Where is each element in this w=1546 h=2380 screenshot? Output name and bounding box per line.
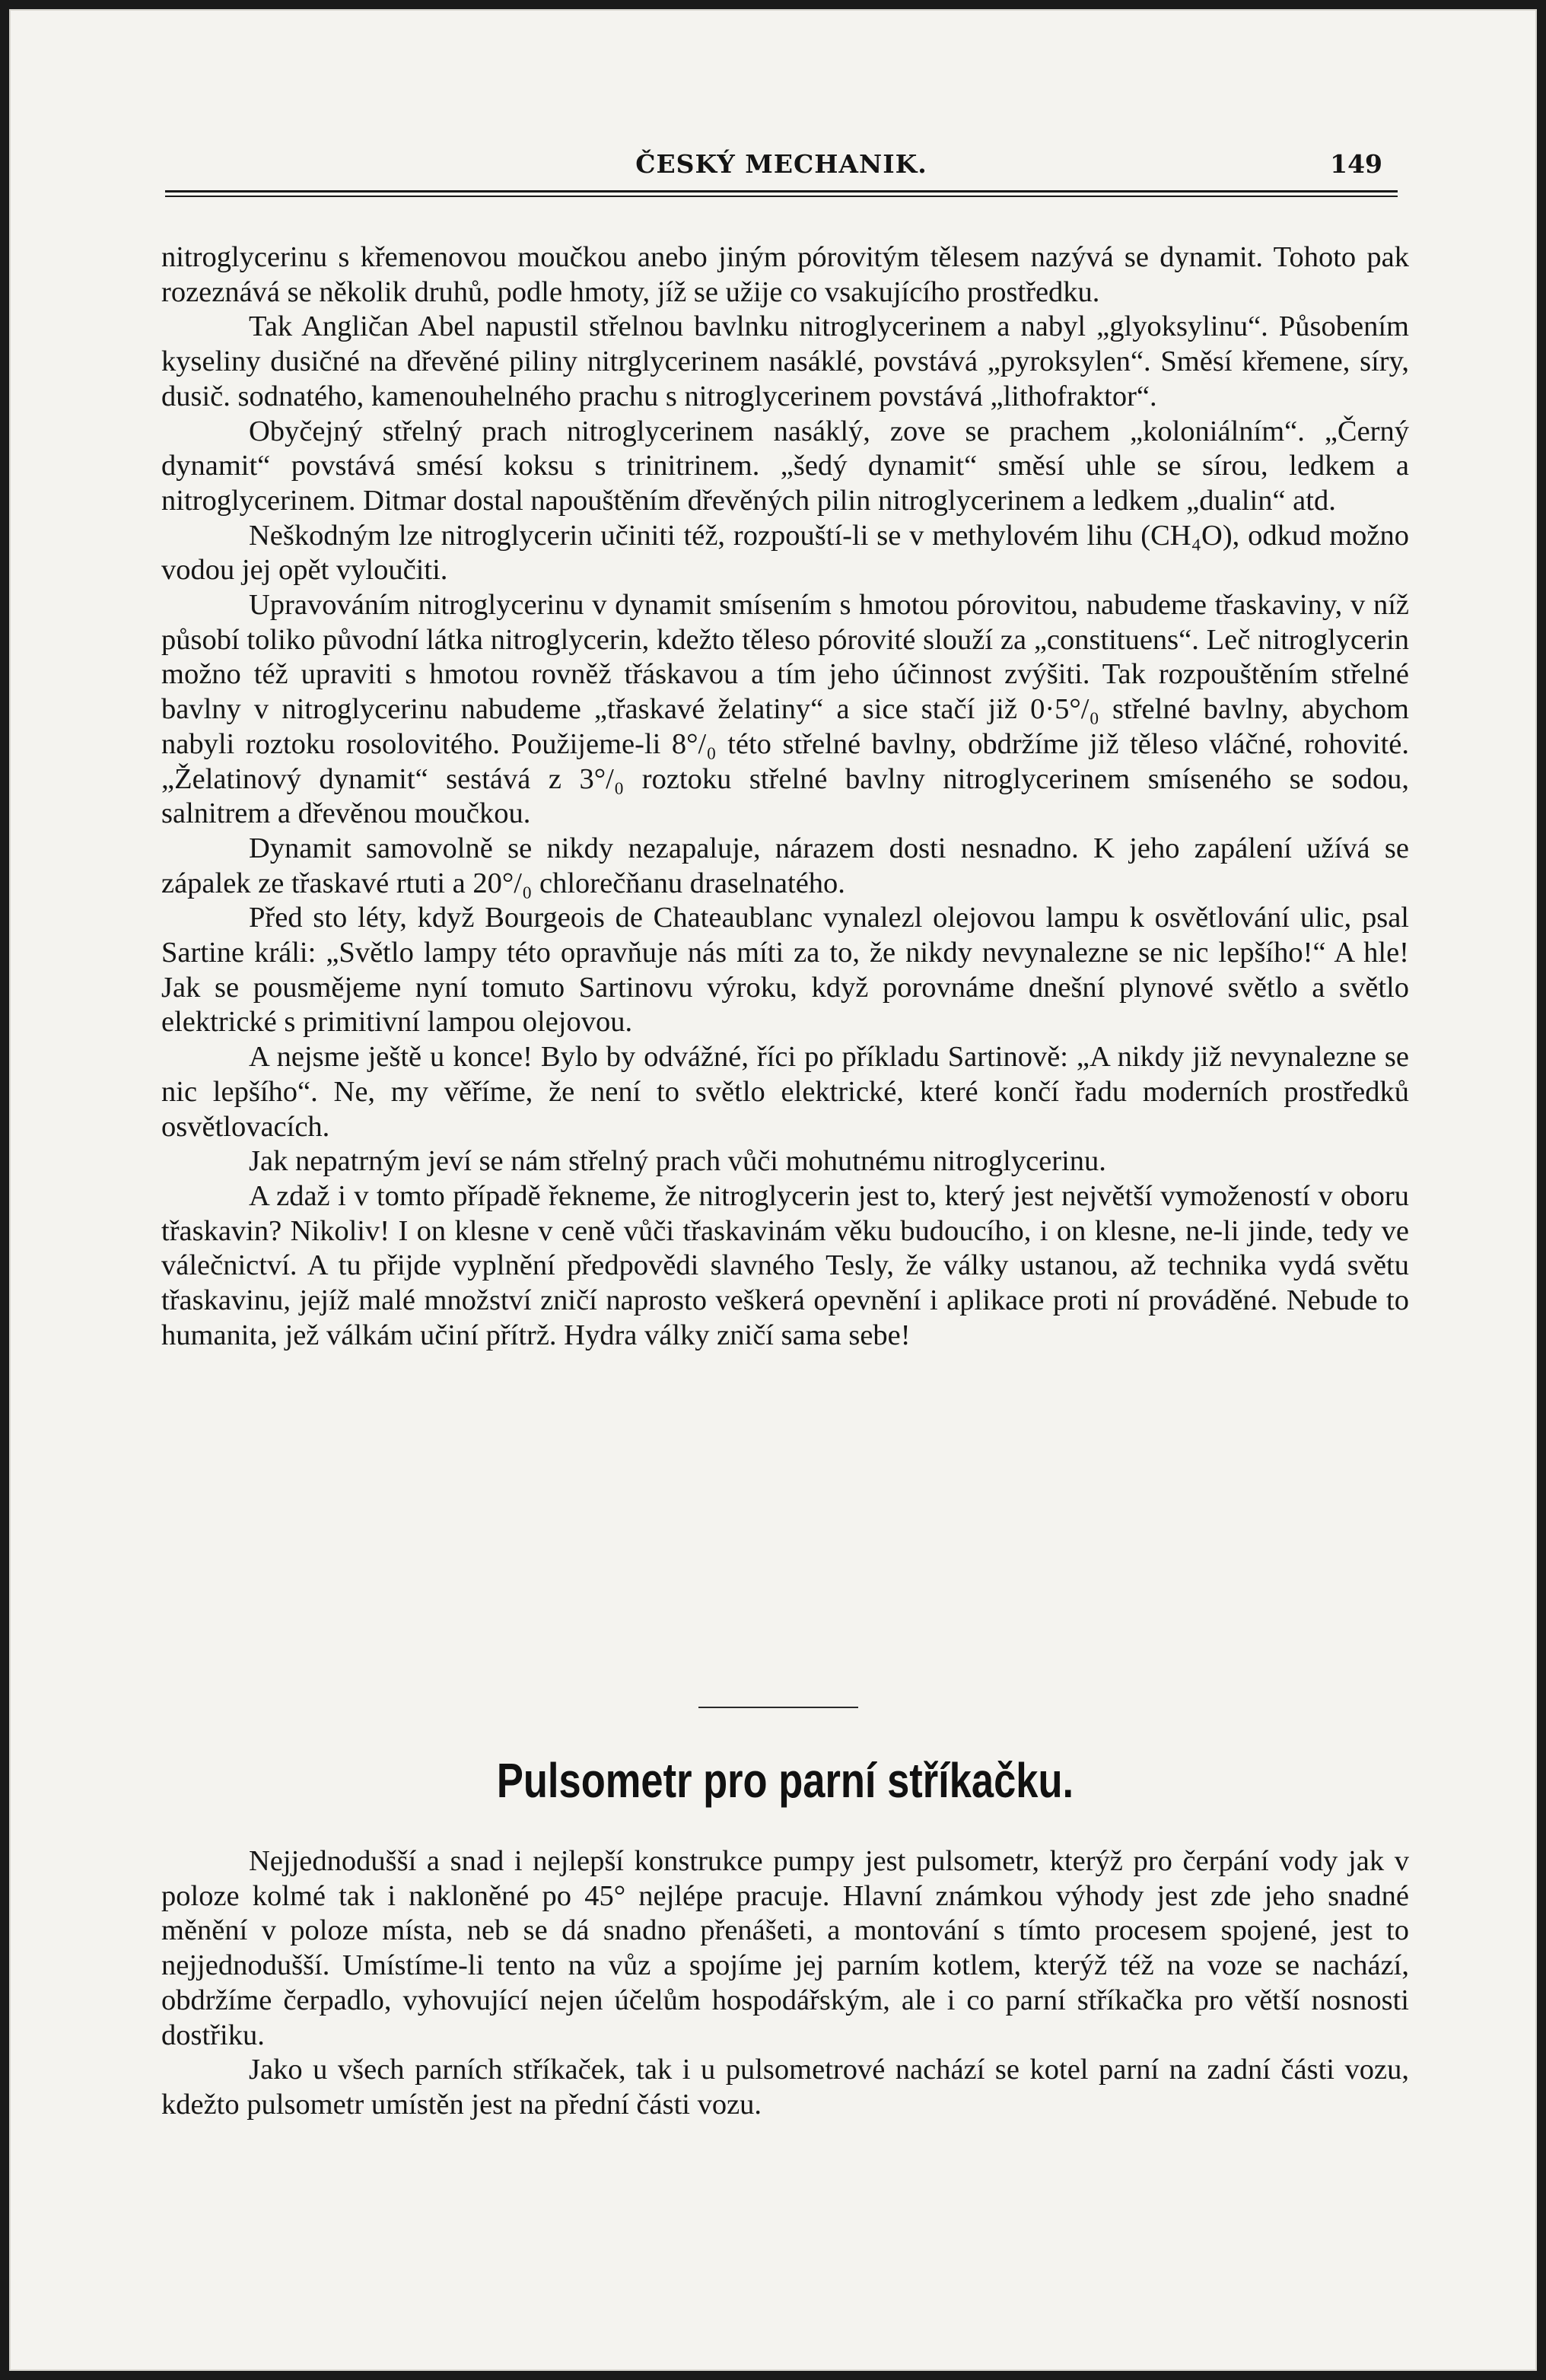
paragraph: Obyčejný střelný prach nitroglycerinem nasáklý, zove se prachem „koloniálním“. „Černý dynamit“ povstává smésí koksu s trinitrinem. „šedý dynamit“ směsí uhle se sírou, ledkem a nitroglycerinem. Ditmar dostal napouštěním dřevěných pilin nitroglycerinem a ledkem „dualin“ atd. [161,415,1409,517]
header-rule-thin [165,196,1398,197]
article-pulsometr-body [161,1844,1409,2123]
paragraph: Před sto léty, když Bourgeois de Chateaublanc vynalezl olejovou lampu k osvětlování ulic, psal Sartine králi: „Světlo lampy této opravňuje nás míti za to, že nikdy nevynalezne se nic lepšího!“ A hle! Jak se pousmějeme nyní tomuto Sartinovu výroku, když porovnáme dnešní plynové světlo a světlo elektrické s primitivní lampou olejovou. [161,902,1409,1039]
page-header [165,145,1398,183]
header-rule-thick [165,190,1398,192]
page-number: 149 [1330,149,1382,179]
paragraph: Dynamit samovolně se nikdy nezapaluje, nárazem dosti nesnadno. K jeho zapálení užívá se zápalek ze třaskavé rtuti a 20°/₀ chlorečňanu draselnatého. [161,832,1409,899]
paragraph: Upravováním nitroglycerinu v dynamit smísením s hmotou pórovitou, nabudeme třaskaviny, v níž působí toliko původní látka nitroglycerin, kdežto těleso pórovité slouží za „constituens“. Leč nitroglycerin možno též upraviti s hmotou rovněž třáskavou a tím jeho účinnost zvýšiti. Tak rozpouštěním střelné bavlny v nitroglycerinu nabudeme „třaskavé želatiny“ a sice stačí již 0·5°/₀ střelné bavlny, abychom nabyli roztoku rosolovitého. Použijeme-li 8°/₀ této střelné bavlny, obdržíme již těleso vláčné, rohovité. „Želatinový dynamit“ sestává z 3°/₀ roztoku střelné bavlny nitroglycerinem smíseného se sodou, salnitrem a dřevěnou moučkou. [161,589,1409,830]
paragraph: nitroglycerinu s křemenovou moučkou anebo jiným pórovitým tělesem nazývá se dynamit. Tohoto pak rozeznává se několik druhů, podle hmoty, jíž se užije co vsakujícího prostředku. [161,241,1409,308]
section-divider [698,1707,858,1708]
paragraph: Tak Angličan Abel napustil střelnou bavlnku nitroglycerinem a nabyl „glyoksylinu“. Působením kyseliny dusičné na dřevěné piliny nitrglycerinem nasáklé, povstává „pyroksylen“. Směsí křemene, síry, dusič. sodnatého, kamenouhelného prachu s nitroglycerinem povstává „lithofraktor“. [161,310,1409,412]
paragraph: Jak nepatrným jeví se nám střelný prach vůči mohutnému nitroglycerinu. [249,1145,1106,1178]
paragraph: Neškodným lze nitroglycerin učiniti též, rozpouští-li se v methylovém lihu (CH₄O), odkud možno vodou jej opět vyloučiti. [161,519,1409,587]
page [9,9,1537,2371]
article-heading: Pulsometr pro parní stříkačku. [496,1753,1074,1808]
paragraph: A zdaž i v tomto případě řekneme, že nitroglycerin jest to, který jest největší vymožeností v oboru třaskavin? Nikoliv! I on klesne v ceně vůči třaskavinám věku budoucího, i on klesne, ne-li jinde, tedy ve válečnictví. A tu přijde vyplnění předpovědi slavného Tesly, že války ustanou, až technika vydá světu třaskavinu, jejíž malé množství zničí naprosto veškerá opevnění i aplikace proti ní prováděné. Nebude to humanita, jež válkám učiní přítrž. Hydra války zničí sama sebe! [161,1179,1409,1351]
paragraph: A nejsme ještě u konce! Bylo by odvážné, říci po příkladu Sartinově: „A nikdy již nevynalezne se nic lepšího“. Ne, my věříme, že není to světlo elektrické, které končí řadu moderních prostředků osvětlovacích. [161,1041,1409,1143]
article-dynamite-body [161,240,1409,1354]
paragraph: Nejjednodušší a snad i nejlepší konstrukce pumpy jest pulsometr, kterýž pro čerpání vody jak v poloze kolmé tak i nakloněné po 45° nejlépe pracuje. Hlavní známkou výhody jest zde jeho snadné měnění v poloze místa, neb se dá snadno přenášeti, a montování s tímto procesem spojené, jest to nejjednodušší. Umístíme-li tento na vůz a spojíme jej parním kotlem, kterýž též na voze se nachází, obdržíme čerpadlo, vyhovující nejen účelům hospodářským, ale i co parní stříkačka pro větší nosnosti dostřiku. [161,1845,1409,2051]
paragraph: Jako u všech parních stříkaček, tak i u pulsometrové nachází se kotel parní na zadní části vozu, kdežto pulsometr umístěn jest na přední části vozu. [161,2054,1409,2121]
running-title: ČESKÝ MECHANIK. [635,149,927,179]
